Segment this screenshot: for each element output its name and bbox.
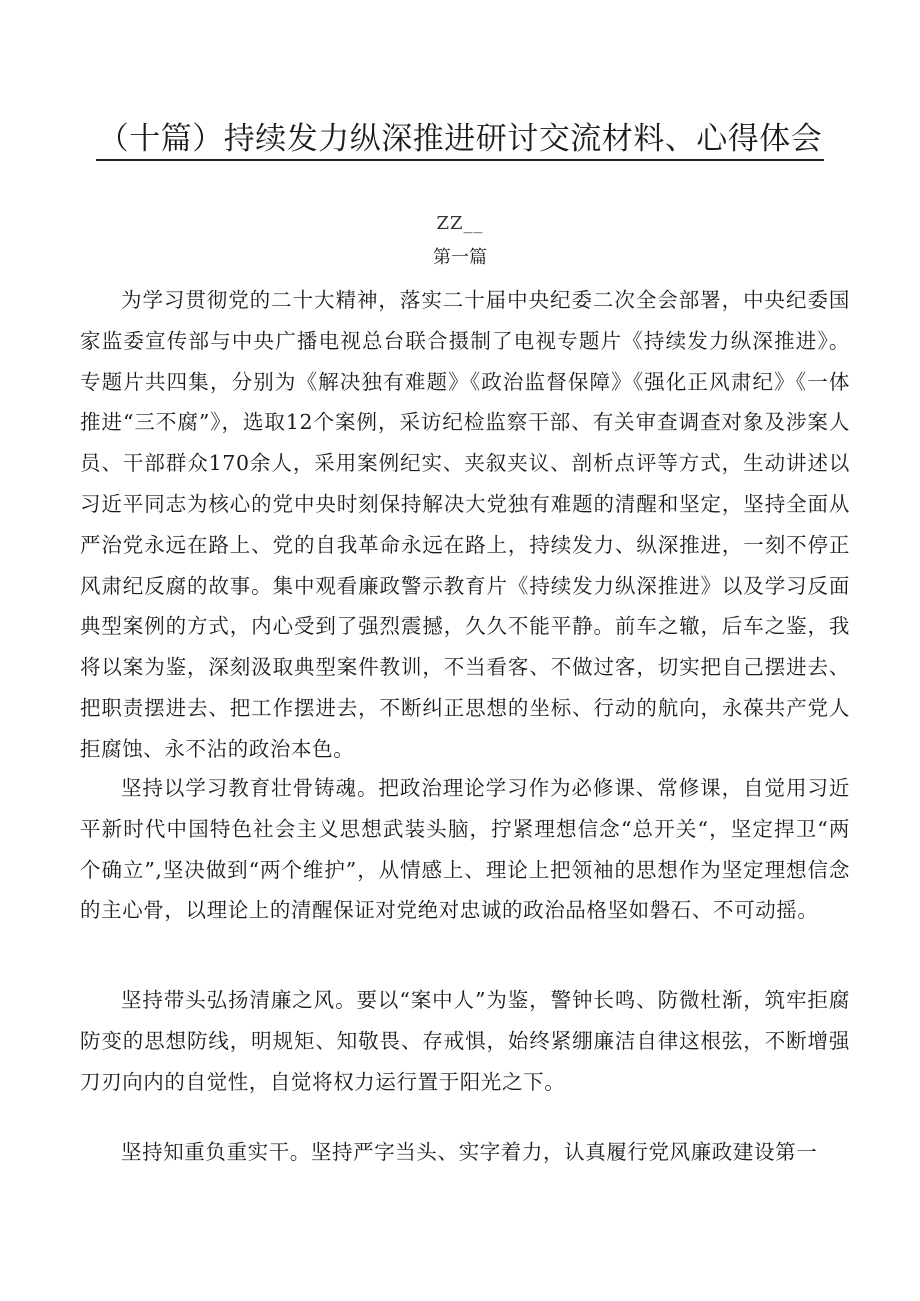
paragraph-integrity: 坚持带头弘扬清廉之风。要以“案中人”为鉴，警钟长鸣、防微杜渐，筑牢拒腐防变的思想防线，明规矩、知敬畏、存戒惧，始终紧绷廉洁自律这根弦，不断增强刀刃向内的自觉性，自觉将权力运行置于阳光之下。	[80, 988, 850, 1094]
document-title	[0, 116, 920, 162]
section-title: 第一篇	[433, 247, 487, 268]
paragraph-intro: 为学习贯彻党的二十大精神，落实二十届中央纪委二次全会部署，中央纪委国家监委宣传部与中央广播电视总台联合摄制了电视专题片《持续发力纵深推进》。专题片共四集，分别为《解决独有难题》《政治监督保障》《强化正风肃纪》《一体推进“三不腐”》，选取12个案例，采访纪检监察干部、有关审查调查对象及涉案人员、干部群众170余人，采用案例纪实、夹叙夹议、剖析点评等方式，生动讲述以习近平同志为核心的党中央时刻保持解决大党独有难题的清醒和坚定，坚持全面从严治党永远在路上、党的自我革命永远在路上，持续发力、纵深推进，一刻不停正风肃纪反腐的故事。集中观看廉政警示教育片《持续发力纵深推进》以及学习反面典型案例的方式，内心受到了强烈震撼，久久不能平静。前车之辙，后车之鉴，我将以案为鉴，深刻汲取典型案件教训，不当看客、不做过客，切实把自己摆进去、把职责摆进去、把工作摆进去，不断纠正思想的坐标、行动的航向，永葆共产党人拒腐蚀、永不沾的政治本色。	[80, 288, 850, 761]
paragraph-responsibility: 坚持知重负重实干。坚持严字当头、实字着力，认真履行党风廉政建设第一	[121, 1140, 818, 1164]
document-title-text: （十篇）持续发力纵深推进研讨交流材料、心得体会	[96, 119, 825, 161]
paragraph-study: 坚持以学习教育壮骨铸魂。把政治理论学习作为必修课、常修课，自觉用习近平新时代中国特色社会主义思想武装头脑，拧紧理想信念“总开关“，坚定捍卫“两个确立”,坚决做到“两个维护”，从情感上、理论上把领袖的思想作为坚定理想信念的主心骨，以理论上的清醒保证对党绝对忠诚的政治品格坚如磐石、不可动摇。	[80, 776, 850, 923]
author-mark: ZZ__	[436, 213, 484, 234]
